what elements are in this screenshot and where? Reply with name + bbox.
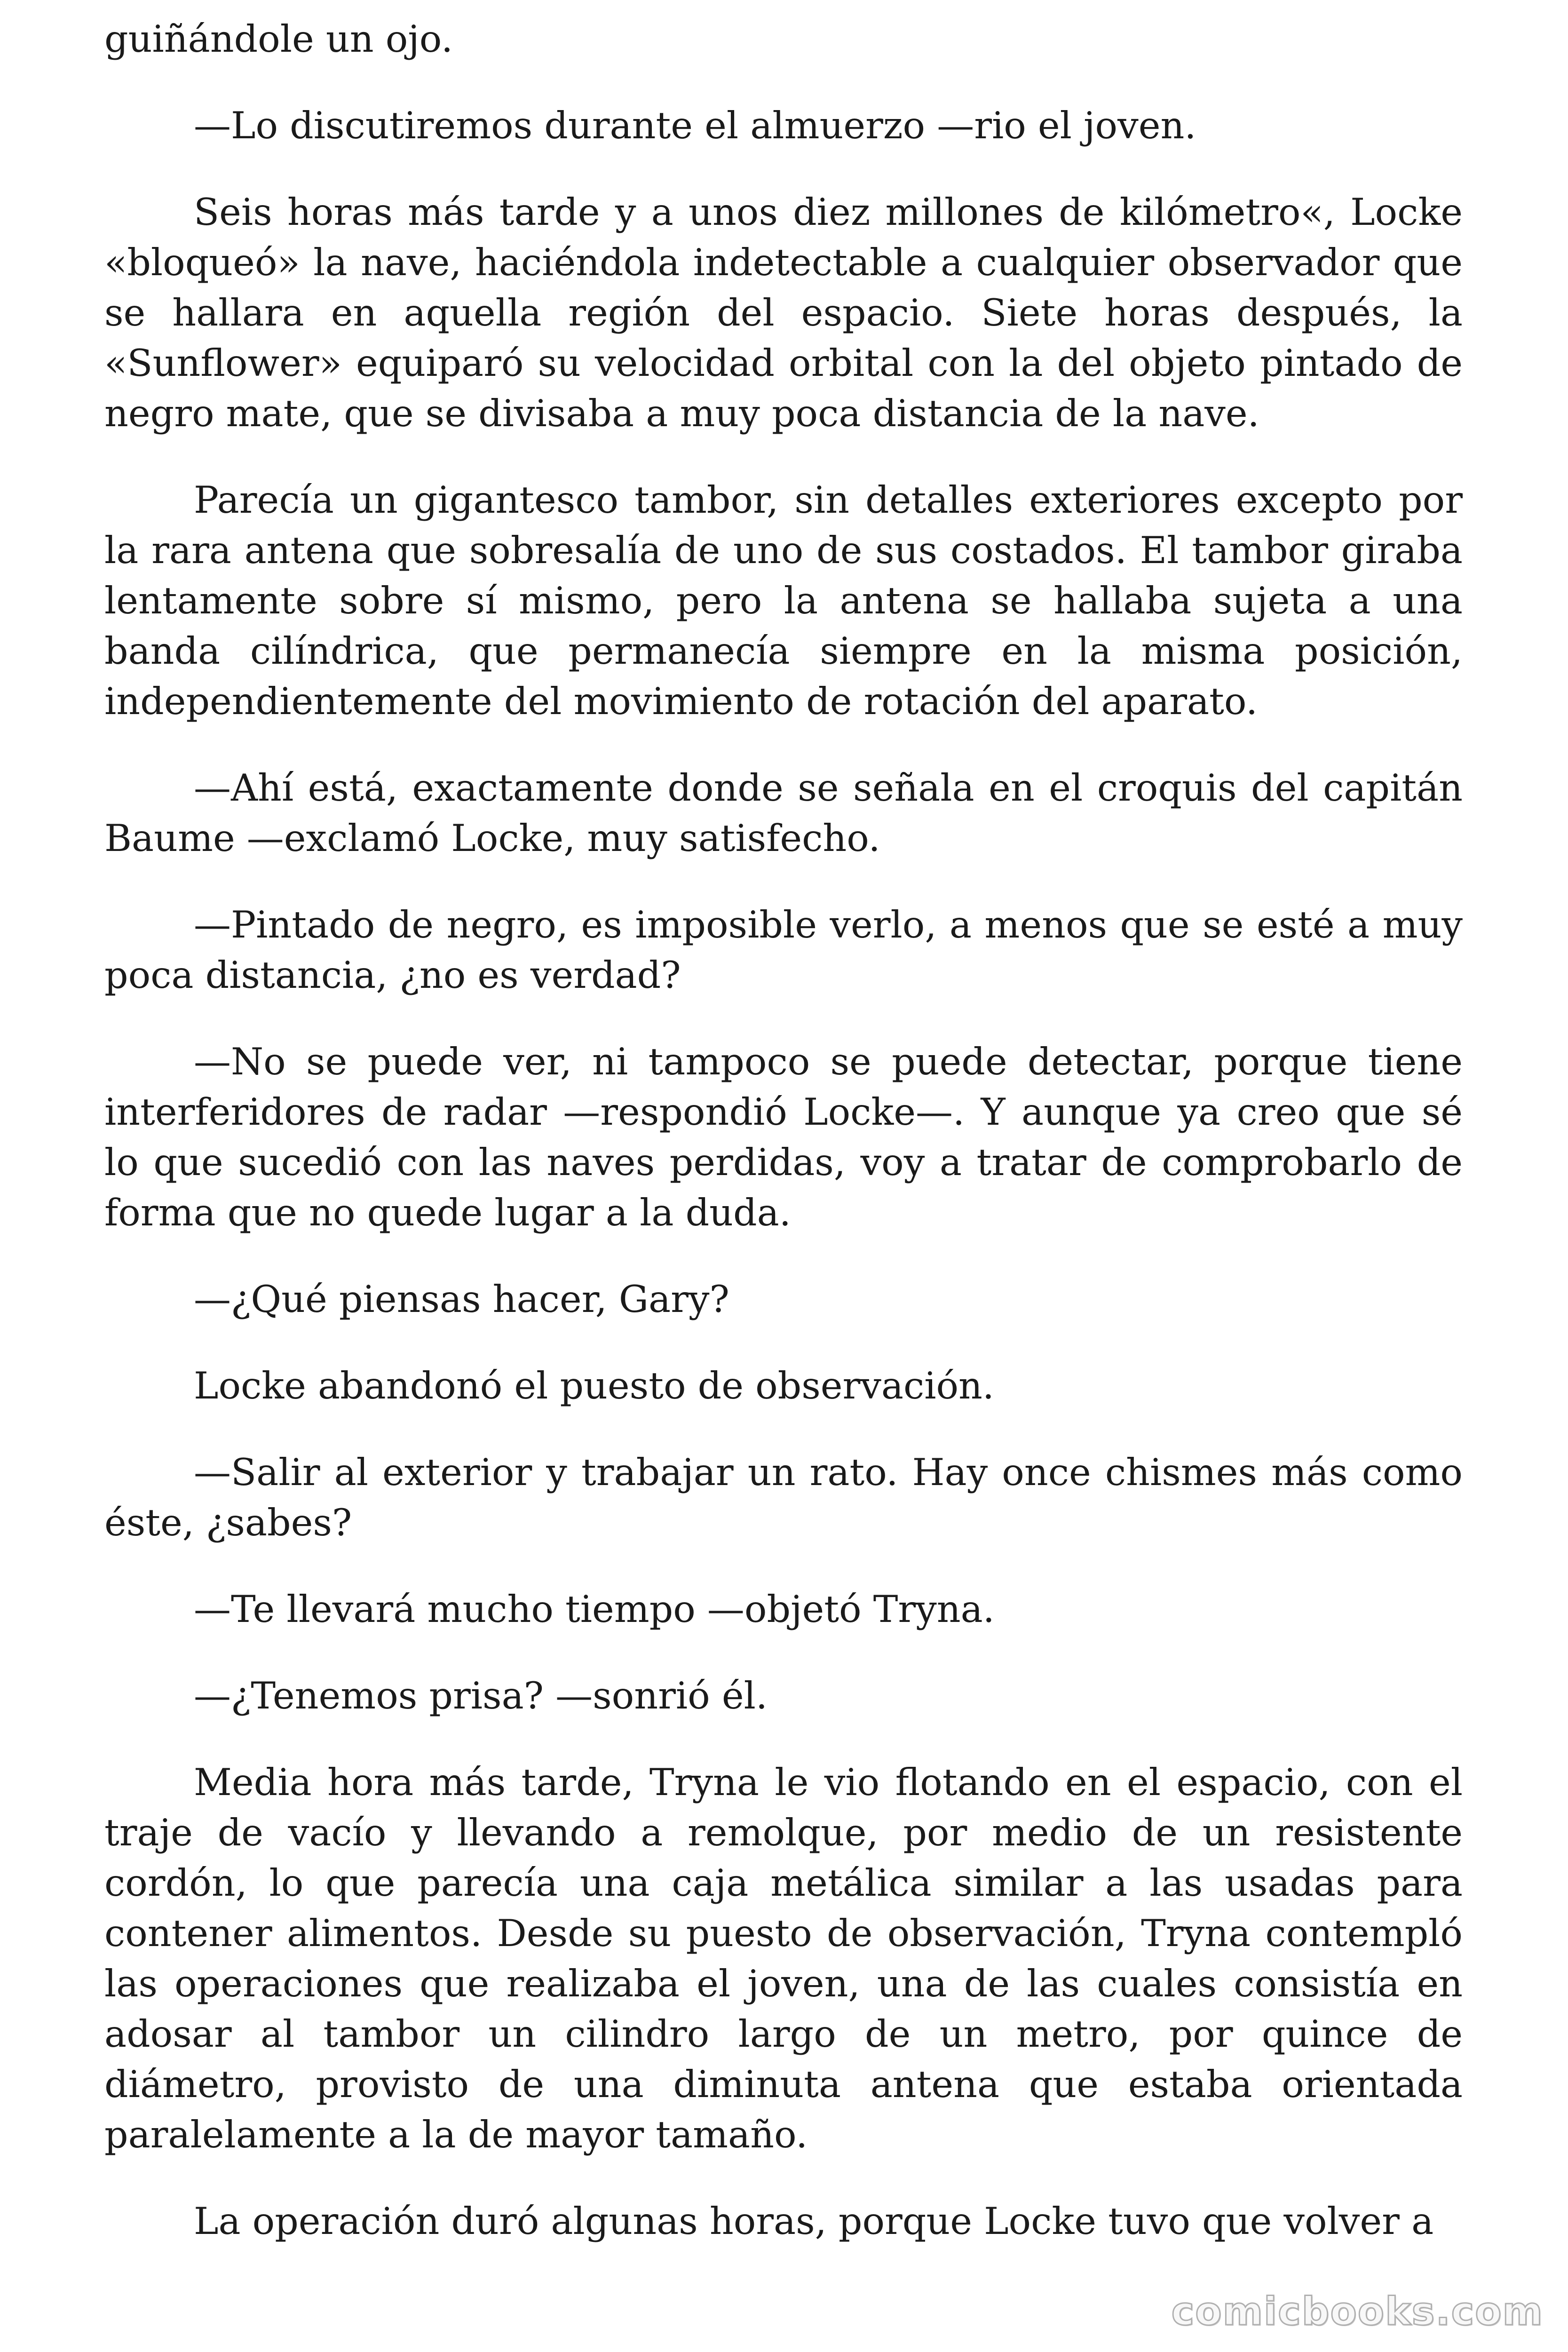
paragraph-dialogue: —Te llevará mucho tiempo —objetó Tryna. bbox=[194, 1588, 995, 1631]
paragraph-truncated: La operación duró algunas horas, porque Locke tuvo que volver a bbox=[194, 2200, 1434, 2243]
paragraph-dialogue: —¿Qué piensas hacer, Gary? bbox=[194, 1278, 729, 1321]
paragraph: Seis horas más tarde y a unos diez millones de kilómetro«, Locke «bloqueó» la nave, haciéndola indetectable a cualquier observador que se hallara en aquella región del espacio. Siete horas después, la «Sunflower» equiparó su velocidad orbital con la del objeto pintado de negro mate, que se divisaba a muy poca distancia de la nave. bbox=[104, 191, 1463, 435]
watermark-logo: comicbooks.com bbox=[1171, 2289, 1544, 2334]
paragraph: Media hora más tarde, Tryna le vio flotando en el espacio, con el traje de vacío y llevando a remolque, por medio de un resistente cordón, lo que parecía una caja metálica similar a las usadas para contener alimentos. Desde su puesto de observación, Tryna contempló las operaciones que realizaba el joven, una de las cuales consistía en adosar al tambor un cilindro largo de un metro, por quince de diámetro, provisto de una diminuta antena que estaba orientada paralelamente a la de mayor tamaño. bbox=[104, 1761, 1463, 2156]
paragraph-continuation: guiñándole un ojo. bbox=[104, 17, 453, 61]
paragraph-dialogue: —¿Tenemos prisa? —sonrió él. bbox=[194, 1674, 768, 1717]
paragraph: Parecía un gigantesco tambor, sin detalles exteriores excepto por la rara antena que sobresalía de uno de sus costados. El tambor giraba lentamente sobre sí mismo, pero la antena se hallaba sujeta a una banda cilíndrica, que permanecía siempre en la misma posición, independientemente del movimiento de rotación del aparato. bbox=[104, 478, 1463, 723]
paragraph-dialogue: —Lo discutiremos durante el almuerzo —rio el joven. bbox=[194, 104, 1196, 147]
paragraph-dialogue: —No se puede ver, ni tampoco se puede detectar, porque tiene interferidores de radar —respondió Locke—. Y aunque ya creo que sé lo que sucedió con las naves perdidas, voy a tratar de comprobarlo de forma que no quede lugar a la duda. bbox=[104, 1040, 1463, 1234]
paragraph: Locke abandonó el puesto de observación. bbox=[194, 1364, 995, 1407]
paragraph-dialogue: —Ahí está, exactamente donde se señala en el croquis del capitán Baume —exclamó Locke, muy satisfecho. bbox=[104, 766, 1463, 860]
paragraph-dialogue: —Salir al exterior y trabajar un rato. Hay once chismes más como éste, ¿sabes? bbox=[104, 1451, 1463, 1544]
page-text bbox=[104, 14, 1463, 2247]
paragraph-dialogue: —Pintado de negro, es imposible verlo, a menos que se esté a muy poca distancia, ¿no es verdad? bbox=[104, 903, 1463, 997]
